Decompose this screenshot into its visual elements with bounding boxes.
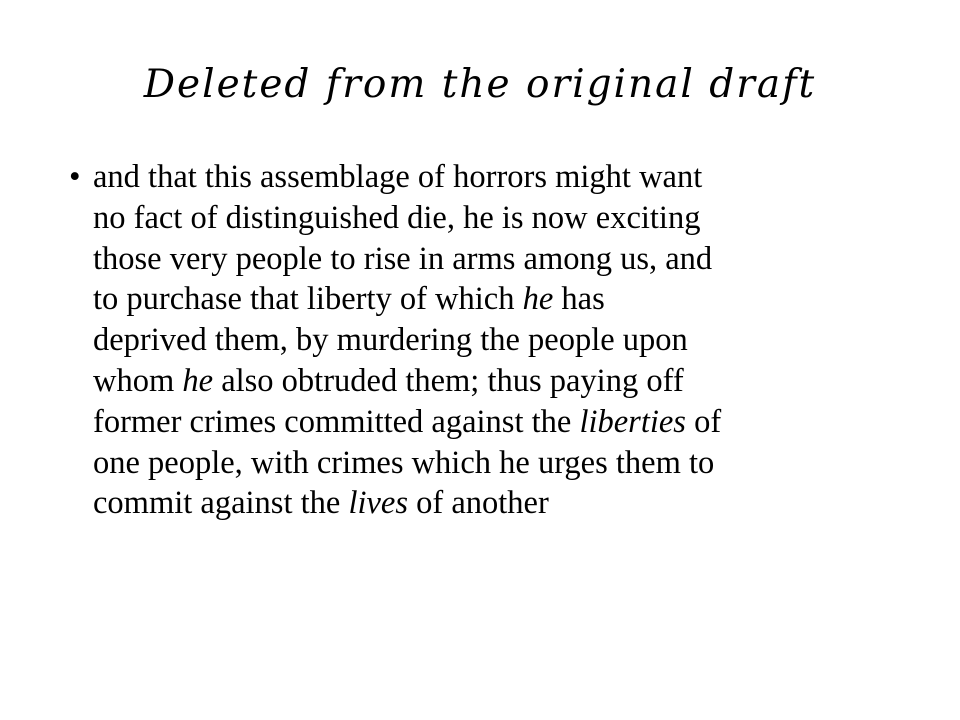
- text-line-6: whom he also obtruded them; thus paying off: [93, 362, 684, 399]
- slide-title: Deleted from the original draft: [143, 62, 817, 107]
- text-line-7: former crimes committed against the liberties of: [93, 403, 722, 440]
- italic-word: he: [522, 281, 554, 318]
- text-line-5: deprived them, by murdering the people upon: [93, 322, 688, 359]
- text-line-1: and that this assemblage of horrors might want: [93, 159, 703, 195]
- italic-word: lives: [348, 485, 408, 522]
- italic-word: liberties: [579, 403, 686, 440]
- text-line-8: one people, with crimes which he urges them to: [93, 444, 715, 481]
- italic-word: he: [182, 362, 214, 399]
- text-line-4: to purchase that liberty of which he has: [93, 281, 605, 318]
- text-line-2: no fact of distinguished die, he is now exciting: [93, 199, 701, 236]
- bullet-icon: •: [69, 159, 81, 195]
- bullet-item: [55, 157, 915, 524]
- text-line-9: commit against the lives of another: [93, 485, 549, 522]
- text-line-3: those very people to rise in arms among us, and: [93, 240, 713, 277]
- bullet-text: [93, 157, 915, 524]
- slide-body: [55, 157, 915, 524]
